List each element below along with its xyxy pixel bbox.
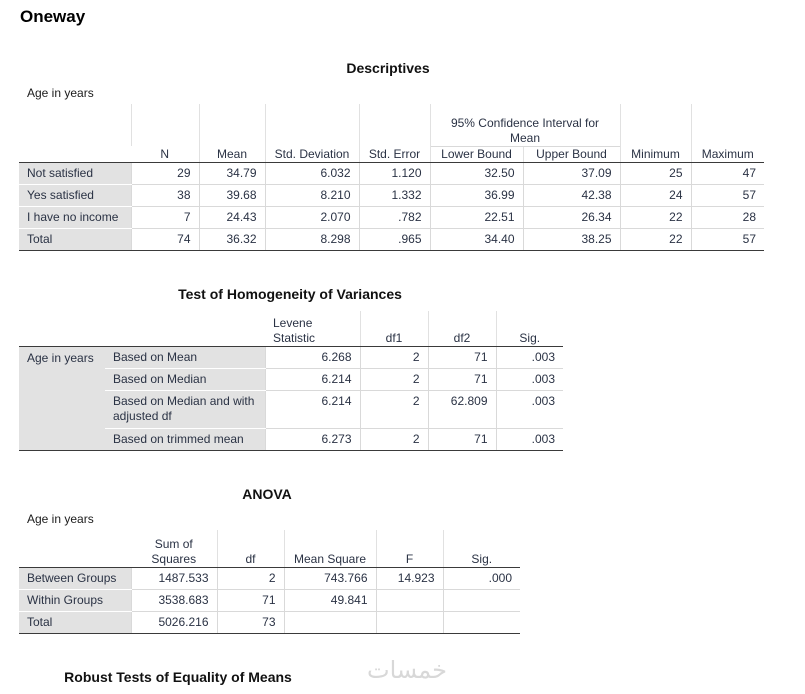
cell: 26.34: [523, 206, 620, 228]
row-label: Total: [19, 228, 131, 250]
cell: [284, 611, 376, 633]
cell: 37.09: [523, 162, 620, 184]
row-label: I have no income: [19, 206, 131, 228]
cell: 8.298: [265, 228, 359, 250]
cell: 42.38: [523, 184, 620, 206]
col-header: Std. Deviation: [265, 146, 359, 162]
cell: [443, 589, 520, 611]
cell: [376, 611, 443, 633]
row-label: Between Groups: [19, 567, 131, 589]
row-label: Yes satisfied: [19, 184, 131, 206]
cell: 71: [428, 428, 496, 450]
descriptives-title: Descriptives: [346, 60, 430, 76]
cell: 2: [360, 428, 428, 450]
cell: 22: [620, 206, 691, 228]
cell: 32.50: [430, 162, 523, 184]
cell: 71: [217, 589, 284, 611]
cell: 22.51: [430, 206, 523, 228]
table-row: [19, 228, 764, 250]
table-row: [19, 567, 520, 589]
row-group-label: Age in years: [19, 346, 105, 450]
cell: 39.68: [199, 184, 265, 206]
anova-variable: Age in years: [27, 512, 94, 526]
cell: 2: [360, 346, 428, 368]
col-header: df2: [428, 311, 496, 346]
col-header: Minimum: [620, 146, 691, 162]
cell: .000: [443, 567, 520, 589]
cell: 24: [620, 184, 691, 206]
watermark-logo: خمسات: [366, 656, 447, 684]
cell: 14.923: [376, 567, 443, 589]
cell: 2: [360, 368, 428, 390]
cell: 7: [131, 206, 199, 228]
cell: 2: [217, 567, 284, 589]
row-label: Based on Mean: [105, 346, 265, 368]
cell: 1.332: [359, 184, 430, 206]
cell: 743.766: [284, 567, 376, 589]
cell: 36.99: [430, 184, 523, 206]
cell: [443, 611, 520, 633]
table-row: [19, 184, 764, 206]
col-header: N: [131, 146, 199, 162]
row-label: Not satisfied: [19, 162, 131, 184]
anova-table: [19, 530, 520, 634]
cell: 6.273: [265, 428, 360, 450]
cell: .965: [359, 228, 430, 250]
cell: 6.214: [265, 390, 360, 428]
col-header: Lower Bound: [430, 146, 523, 162]
cell: 28: [691, 206, 764, 228]
cell: 5026.216: [131, 611, 217, 633]
row-label: Based on Median: [105, 368, 265, 390]
row-label: Total: [19, 611, 131, 633]
row-label: Based on Median and with adjusted df: [105, 390, 265, 428]
cell: 34.40: [430, 228, 523, 250]
cell: 71: [428, 346, 496, 368]
cell: 6.268: [265, 346, 360, 368]
homogeneity-table: [19, 311, 563, 451]
cell: 47: [691, 162, 764, 184]
cell: 34.79: [199, 162, 265, 184]
col-header: Mean: [199, 146, 265, 162]
col-header: Sum of Squares: [131, 530, 217, 567]
col-header: Upper Bound: [523, 146, 620, 162]
cell: 36.32: [199, 228, 265, 250]
anova-title: ANOVA: [242, 486, 292, 502]
cell: .003: [496, 368, 563, 390]
cell: 1.120: [359, 162, 430, 184]
col-header: df1: [360, 311, 428, 346]
cell: 22: [620, 228, 691, 250]
cell: 71: [428, 368, 496, 390]
ci-header: 95% Confidence Interval for Mean: [430, 104, 620, 146]
cell: 2.070: [265, 206, 359, 228]
cell: 6.032: [265, 162, 359, 184]
cell: [376, 589, 443, 611]
cell: 6.214: [265, 368, 360, 390]
robust-title: Robust Tests of Equality of Means: [64, 669, 292, 685]
cell: 38: [131, 184, 199, 206]
cell: 25: [620, 162, 691, 184]
col-header: Mean Square: [284, 530, 376, 567]
cell: 1487.533: [131, 567, 217, 589]
col-header: Std. Error: [359, 146, 430, 162]
cell: 8.210: [265, 184, 359, 206]
cell: .782: [359, 206, 430, 228]
cell: 38.25: [523, 228, 620, 250]
row-label: Within Groups: [19, 589, 131, 611]
cell: 73: [217, 611, 284, 633]
cell: 29: [131, 162, 199, 184]
cell: .003: [496, 390, 563, 428]
table-row: [19, 589, 520, 611]
cell: 24.43: [199, 206, 265, 228]
output-heading: Oneway: [20, 7, 86, 26]
row-label: Based on trimmed mean: [105, 428, 265, 450]
cell: .003: [496, 428, 563, 450]
col-header: df: [217, 530, 284, 567]
col-header: Maximum: [691, 146, 764, 162]
cell: 57: [691, 184, 764, 206]
descriptives-variable: Age in years: [27, 86, 94, 100]
col-header: F: [376, 530, 443, 567]
table-row: [19, 206, 764, 228]
cell: 2: [360, 390, 428, 428]
col-header: Sig.: [496, 311, 563, 346]
cell: .003: [496, 346, 563, 368]
cell: 49.841: [284, 589, 376, 611]
table-row: [19, 162, 764, 184]
homogeneity-title: Test of Homogeneity of Variances: [178, 286, 402, 302]
table-row: [19, 611, 520, 633]
cell: 62.809: [428, 390, 496, 428]
descriptives-table: [19, 104, 764, 251]
cell: 57: [691, 228, 764, 250]
table-row: [19, 346, 563, 368]
col-header: Sig.: [443, 530, 520, 567]
cell: 3538.683: [131, 589, 217, 611]
cell: 74: [131, 228, 199, 250]
col-header: Levene Statistic: [265, 311, 360, 346]
